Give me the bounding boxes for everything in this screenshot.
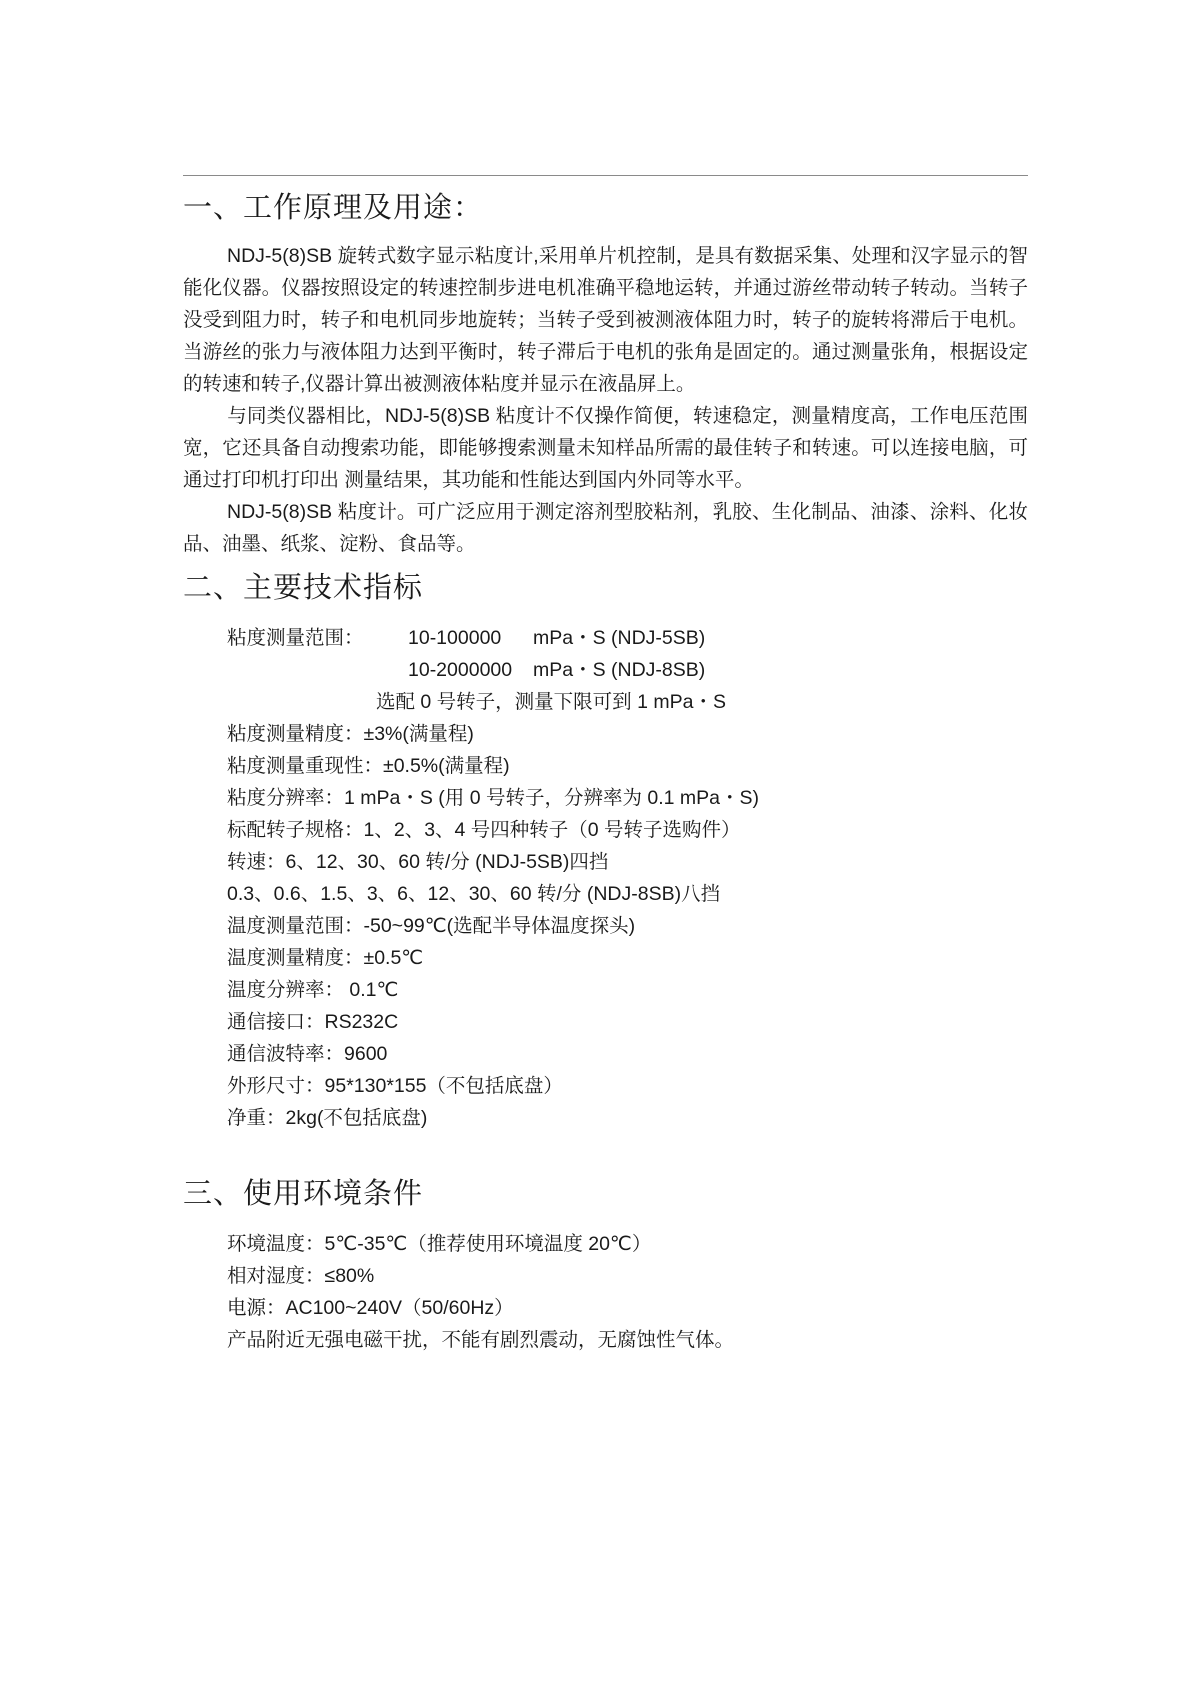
spec-item: 0.3、0.6、1.5、3、6、12、30、60 转/分 (NDJ-8SB)八挡 [227,883,721,905]
spec-item: 净重：2kg(不包括底盘) [227,1107,428,1129]
spec-item: 温度测量精度：±0.5℃ [227,947,424,969]
paragraph-text: NDJ-5(8)SB 粘度计。可广泛应用于测定溶剂型胶粘剂，乳胶、生化制品、油漆、涂料、化妆品、油墨、纸浆、淀粉、食品等。 [183,501,1028,555]
spec-range-2-unit: mPa・S (NDJ-8SB) [533,659,706,681]
spec-item: 温度分辨率： 0.1℃ [227,979,399,1001]
spec-range-note: 选配 0 号转子，测量下限可到 1 mPa・S [376,691,726,713]
section-1-title: 一、工作原理及用途： [183,192,484,224]
spec-item: 温度测量范围：-50~99℃(选配半导体温度探头) [227,915,636,937]
paragraph-text: 与同类仪器相比，NDJ-5(8)SB 粘度计不仅操作简便，转速稳定，测量精度高，工作电压范围宽，它还具备自动搜索功能，即能够搜索测量未知样品所需的最佳转子和转速。可以连接电脑，可通过打印机打印出 测量结果，其功能和性能达到国内外同等水平。 [183,405,1028,491]
spec-item: 粘度测量精度：±3%(满量程) [227,723,474,745]
env-item: 电源：AC100~240V（50/60Hz） [227,1297,514,1319]
env-item: 产品附近无强电磁干扰，不能有剧烈震动，无腐蚀性气体。 [227,1329,735,1351]
spec-range-1-value: 10-100000 [408,627,502,649]
section-1-paragraph-2 [183,400,1028,496]
env-item: 相对湿度：≤80% [227,1265,375,1287]
section-3-title: 三、使用环境条件 [183,1178,424,1210]
spec-item: 通信波特率：9600 [227,1043,388,1065]
section-1-paragraph-1 [183,240,1028,400]
section-1-paragraph-3 [183,496,1028,560]
spec-item: 粘度分辨率：1 mPa・S (用 0 号转子，分辨率为 0.1 mPa・S) [227,787,759,809]
spec-range-1-unit: mPa・S (NDJ-5SB) [533,627,706,649]
env-item: 环境温度：5℃-35℃（推荐使用环境温度 20℃） [227,1233,652,1255]
paragraph-text: NDJ-5(8)SB 旋转式数字显示粘度计,采用单片机控制，是具有数据采集、处理和汉字显示的智能化仪器。仪器按照设定的转速控制步进电机准确平稳地运转，并通过游丝带动转子转动。当转子没受到阻力时，转子和电机同步地旋转；当转子受到被测液体阻力时，转子的旋转将滞后于电机。当游丝的张力与液体阻力达到平衡时，转子滞后于电机的张角是固定的。通过测量张角，根据设定的转速和转子,仪器计算出被测液体粘度并显示在液晶屏上。 [183,245,1028,395]
spec-range-2-value: 10-2000000 [408,659,513,681]
section-2-title: 二、主要技术指标 [183,572,424,604]
spec-item: 外形尺寸：95*130*155（不包括底盘） [227,1075,563,1097]
spec-item: 转速：6、12、30、60 转/分 (NDJ-5SB)四挡 [227,851,609,873]
spec-item: 标配转子规格：1、2、3、4 号四种转子（0 号转子选购件） [227,819,741,841]
spec-range-label: 粘度测量范围： [227,627,364,649]
spec-item: 通信接口：RS232C [227,1011,399,1033]
header-rule [183,175,1028,176]
spec-item: 粘度测量重现性：±0.5%(满量程) [227,755,510,777]
